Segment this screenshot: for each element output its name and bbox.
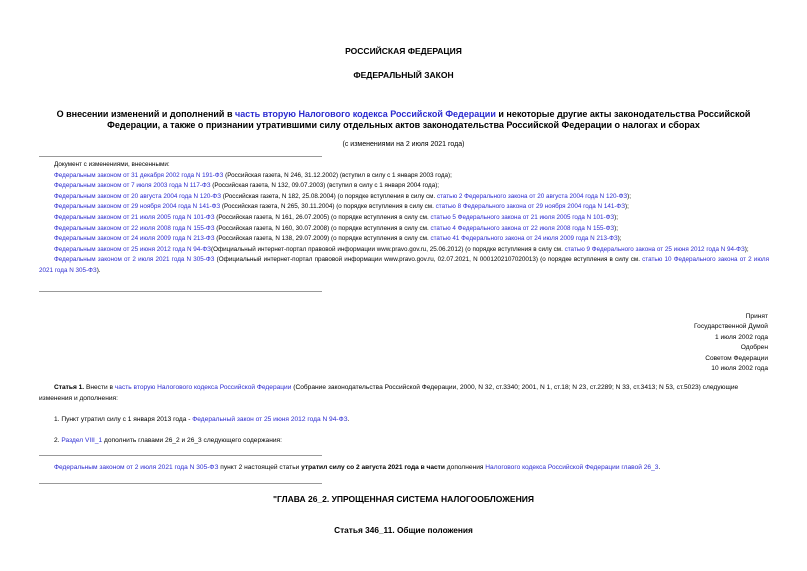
change-text-end: );: [617, 235, 622, 243]
note-pre: пункт 2 настоящей статьи: [218, 464, 302, 471]
amendment-note: [39, 463, 769, 474]
change-law-link[interactable]: Федеральным законом от 24 июля 2009 года N 213-ФЗ: [54, 235, 215, 243]
change-text: (Российская газета, N 265, 30.11.2004) (о порядке вступления в силу см.: [220, 203, 436, 211]
change-article-link[interactable]: статью 9 Федерального закона от 25 июня 2012 года N 94-ФЗ: [564, 245, 745, 253]
adoption-duma-date: 1 июля 2002 года: [714, 333, 768, 341]
change-text: (Российская газета, N 160, 30.07.2008) (о порядке вступления в силу см.: [214, 224, 431, 232]
change-text: (Российская газета, N 182, 25.08.2004) (о порядке вступления в силу см.: [221, 192, 437, 200]
article1-post: (Собрание законодательства Российской Федерации, 2000, N 32, ст.3340; 2001, N 1, ст.18; N 23, ст.2289; N 33, ст.3413; N 53, ст.5023) следующие изменения и дополнения:: [39, 384, 739, 402]
item1-law-link[interactable]: Федеральный закон от 25 июня 2012 года N 94-ФЗ: [192, 416, 348, 423]
change-article-link[interactable]: статью 5 Федерального закона от 21 июля 2005 года N 101-ФЗ: [430, 213, 615, 221]
law-title-pre: О внесении изменений и дополнений в: [56, 109, 235, 119]
note-end: .: [658, 464, 661, 471]
change-text-end: );: [625, 203, 629, 211]
change-text: (Российская газета, N 138, 29.07.2009) (о порядке вступления в силу см.: [214, 235, 431, 243]
article-heading: Статья 346_11. Общие положения: [334, 525, 473, 535]
change-item: [39, 192, 769, 203]
change-law-link[interactable]: Федеральным законом от 31 декабря 2002 года N 191-ФЗ: [54, 171, 224, 179]
change-article-link[interactable]: статью 41 Федерального закона от 24 июля 2009 года N 213-ФЗ: [430, 235, 618, 243]
change-text-end: );: [614, 213, 619, 221]
note-mid: дополнения: [444, 464, 486, 471]
change-text-end: );: [744, 245, 749, 253]
change-text-end: ).: [96, 266, 101, 274]
chapter-heading: "ГЛАВА 26_2. УПРОЩЕННАЯ СИСТЕМА НАЛОГООБЛОЖЕНИЯ: [273, 494, 534, 504]
item2-text: дополнить главами 26_2 и 26_3 следующего содержания:: [102, 437, 282, 444]
item2-number: 2.: [54, 437, 62, 444]
change-text: (Российская газета, N 246, 31.12.2002) (вступил в силу с 1 января 2003 года);: [223, 171, 452, 179]
change-item: [39, 202, 769, 213]
change-item: [39, 255, 769, 276]
note-bold: утратил силу со 2 августа 2021 года в части: [301, 464, 445, 471]
changes-intro: Документ с изменениями, внесенными:: [54, 161, 170, 168]
change-law-link[interactable]: Федеральным законом от 2 июля 2021 года N 305-ФЗ: [54, 256, 215, 264]
law-title-post: и некоторые другие акты законодательства Российской Федерации, а также о признании утратившими силу отдельных актов законодательства Российской Федерации о налогах и сборах: [107, 109, 751, 130]
adoption-approved: Одобрен: [740, 344, 768, 352]
change-text-end: );: [627, 192, 632, 200]
adoption-council-date: 10 июля 2002 года: [711, 365, 768, 373]
article1-label: Статья 1.: [54, 384, 85, 391]
change-law-link[interactable]: Федеральным законом от 21 июля 2005 года N 101-ФЗ: [54, 213, 215, 221]
change-text: (Официальный интернет-портал правовой информации www.pravo.gov.ru, 25.06.2012) (о порядке вступления в силу см.: [210, 245, 565, 253]
item2-paragraph: [39, 436, 769, 447]
divider-note-top: [39, 455, 322, 456]
item1-end: .: [347, 416, 350, 423]
change-law-link[interactable]: Федеральным законом от 29 ноября 2004 года N 141-ФЗ: [54, 203, 221, 211]
change-item: [39, 224, 769, 235]
adoption-duma: Государственной Думой: [694, 323, 768, 331]
change-law-link[interactable]: Федеральным законом от 20 августа 2004 года N 120-ФЗ: [54, 192, 222, 200]
adoption-block: [694, 312, 768, 374]
law-title: [0, 109, 807, 131]
edition-note: (с изменениями на 2 июля 2021 года): [342, 141, 465, 148]
change-text-end: );: [614, 224, 619, 232]
divider-top: [39, 156, 322, 157]
change-item: [39, 213, 769, 224]
divider-changes-end: [39, 291, 322, 292]
change-article-link[interactable]: статью 8 Федерального закона от 29 ноября 2004 года N 141-ФЗ: [435, 203, 626, 211]
article1-paragraph: [39, 383, 769, 404]
change-article-link[interactable]: статью 10 Федерального закона от 2 июля 2021 года N 305-ФЗ: [39, 256, 769, 274]
change-law-link[interactable]: Федеральным законом от 7 июля 2003 года N 117-ФЗ: [54, 182, 211, 190]
tax-code-link[interactable]: часть вторую Налогового кодекса Российской Федерации: [235, 109, 496, 119]
federation-heading: РОССИЙСКАЯ ФЕДЕРАЦИЯ: [345, 46, 462, 56]
change-item: [39, 181, 769, 192]
change-law-link[interactable]: Федеральным законом от 25 июня 2012 года N 94-ФЗ: [54, 245, 211, 253]
article1-pre: Внести в: [84, 384, 115, 391]
change-text: (Российская газета, N 161, 26.07.2005) (о порядке вступления в силу см.: [214, 213, 431, 221]
change-article-link[interactable]: статью 4 Федерального закона от 22 июля 2008 года N 155-ФЗ: [430, 224, 615, 232]
change-item: [39, 171, 769, 182]
change-text: (Российская газета, N 132, 09.07.2003) (вступил в силу с 1 января 2004 года);: [210, 182, 440, 190]
changes-list: [39, 160, 769, 277]
adoption-council: Советом Федерации: [705, 354, 768, 362]
section-link[interactable]: Раздел VIII_1: [61, 437, 103, 444]
change-item: [39, 245, 769, 256]
item1-text: 1. Пункт утратил силу с 1 января 2013 года -: [54, 416, 193, 423]
divider-note-bottom: [39, 483, 322, 484]
law-type-heading: ФЕДЕРАЛЬНЫЙ ЗАКОН: [353, 70, 454, 80]
change-article-link[interactable]: статью 2 Федерального закона от 20 августа 2004 года N 120-ФЗ: [436, 192, 628, 200]
note-law-link[interactable]: Федеральным законом от 2 июля 2021 года N 305-ФЗ: [54, 464, 219, 471]
article1-tax-code-link[interactable]: часть вторую Налогового кодекса Российской Федерации: [114, 384, 292, 391]
change-text: (Официальный интернет-портал правовой информации www.pravo.gov.ru, 02.07.2021, N 0001202107020013) (о порядке вступления в силу см.: [214, 256, 643, 264]
change-item: [39, 234, 769, 245]
note-chapter-link[interactable]: Налогового кодекса Российской Федерации главой 26_3: [485, 464, 659, 471]
item1-paragraph: [39, 415, 769, 426]
change-law-link[interactable]: Федеральным законом от 22 июля 2008 года N 155-ФЗ: [54, 224, 215, 232]
adoption-accepted: Принят: [745, 313, 768, 320]
